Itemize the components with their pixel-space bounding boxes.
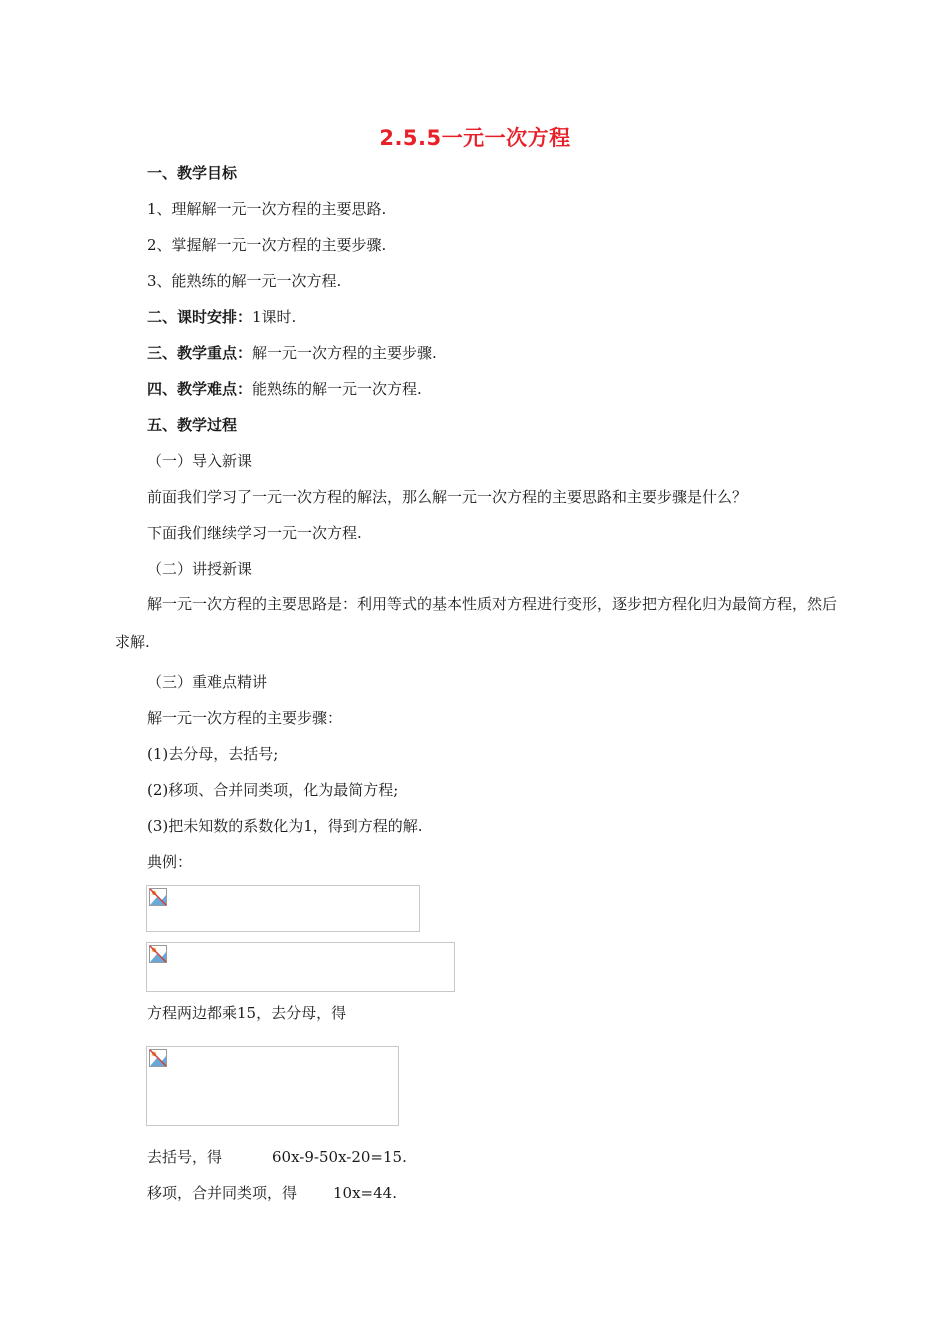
teach-paragraph: 解一元一次方程的主要思路是：利用等式的基本性质对方程进行变形，逐步把方程化归为最简方程，然后求解.	[115, 595, 838, 651]
process-heading: 五、教学过程	[147, 416, 238, 434]
step-3: (3)把未知数的系数化为1，得到方程的解.	[147, 817, 423, 835]
intro-paragraph-2: 下面我们继续学习一元一次方程.	[147, 524, 362, 542]
schedule-value: 1课时.	[252, 308, 297, 326]
difficulty-label: 四、教学难点：	[147, 380, 253, 398]
difficulty-value: 能熟练的解一元一次方程.	[252, 380, 422, 398]
intro-paragraph-1: 前面我们学习了一元一次方程的解法，那么解一元一次方程的主要思路和主要步骤是什么？	[147, 488, 748, 506]
step-2: (2)移项、合并同类项，化为最简方程;	[147, 781, 399, 799]
combine-step	[147, 1183, 397, 1203]
objective-item-1: 1、理解解一元一次方程的主要思路.	[147, 200, 387, 218]
schedule-line	[147, 307, 296, 327]
combine-label: 移项，合并同类项，得	[147, 1184, 298, 1202]
broken-image-icon	[149, 888, 167, 906]
expand-label: 去括号，得	[147, 1148, 223, 1166]
multiply-step: 方程两边都乘15，去分母，得	[147, 1004, 347, 1022]
equation-image-3	[146, 1046, 399, 1126]
broken-image-icon	[149, 1049, 167, 1067]
objective-item-2: 2、掌握解一元一次方程的主要步骤.	[147, 236, 387, 254]
document-title: 2.5.5一元一次方程	[379, 126, 571, 150]
intro-heading: （一）导入新课	[147, 452, 253, 470]
key-point-label: 三、教学重点：	[147, 344, 253, 362]
expand-step	[147, 1147, 407, 1167]
equation-image-1	[146, 885, 420, 932]
objectives-heading: 一、教学目标	[147, 164, 238, 182]
step-1: (1)去分母，去括号;	[147, 745, 279, 763]
equation-image-2	[146, 942, 455, 992]
broken-image-icon	[149, 945, 167, 963]
example-label: 典例：	[147, 853, 193, 871]
focus-heading: （三）重难点精讲	[147, 673, 268, 691]
objective-item-3: 3、能熟练的解一元一次方程.	[147, 272, 342, 290]
expand-equation: 60x-9-50x-20=15.	[272, 1148, 407, 1166]
steps-intro: 解一元一次方程的主要步骤：	[147, 709, 343, 727]
difficulty-line	[147, 379, 422, 399]
key-point-line	[147, 343, 437, 363]
teach-heading: （二）讲授新课	[147, 560, 253, 578]
schedule-label: 二、课时安排：	[147, 308, 253, 326]
combine-equation: 10x=44.	[333, 1184, 397, 1202]
key-point-value: 解一元一次方程的主要步骤.	[252, 344, 437, 362]
